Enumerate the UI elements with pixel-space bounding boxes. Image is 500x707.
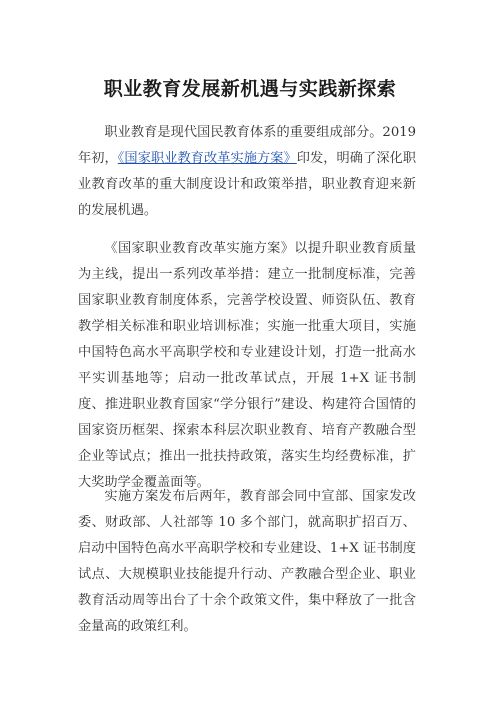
paragraph-intro: [78, 120, 416, 224]
paragraph-reform-measures: 《国家职业教育改革实施方案》以提升职业教育质量为主线，提出一系列改革举措：建立一批制度标准，完善国家职业教育制度体系，完善学校设置、师资队伍、教育教学相关标准和职业培训标准；实施一批重大项目，实施中国特色高水平高职学校和专业建设计划，打造一批高水平实训基地等；启动一批改革试点，开展 1+X 证书制度、推进职业教育国家“学分银行”建设、构建符合国情的国家资历框架、探索本科层次职业教育、培育产教融合型企业等试点；推出一批扶持政策，落实生均经费标准，扩大奖助学金覆盖面等。: [78, 241, 416, 490]
policy-document-link[interactable]: 《国家职业教育改革实施方案》: [117, 151, 297, 166]
paragraph-implementation-results: 实施方案发布后两年，教育部会同中宣部、国家发改委、财政部、人社部等 10 多个部门，就高职扩招百万、启动中国特色高水平高职学校和专业建设、1+X 证书制度试点、大规模职业技能提升行动、产教融合型企业、职业教育活动周等出台了十余个政策文件，集中释放了一批含金量高的政策红利。: [78, 489, 416, 634]
document-title: 职业教育发展新机遇与实践新探索: [103, 78, 397, 100]
paragraph-intro-text-start: 职业教育是现代国民教育体系的重要组成部分。2019 年初，: [78, 125, 416, 166]
paragraph-intro-text-end: 印发，明确了深化职业教育改革的重大制度设计和政策举措，职业教育迎来新的发展机遇。: [78, 151, 417, 218]
